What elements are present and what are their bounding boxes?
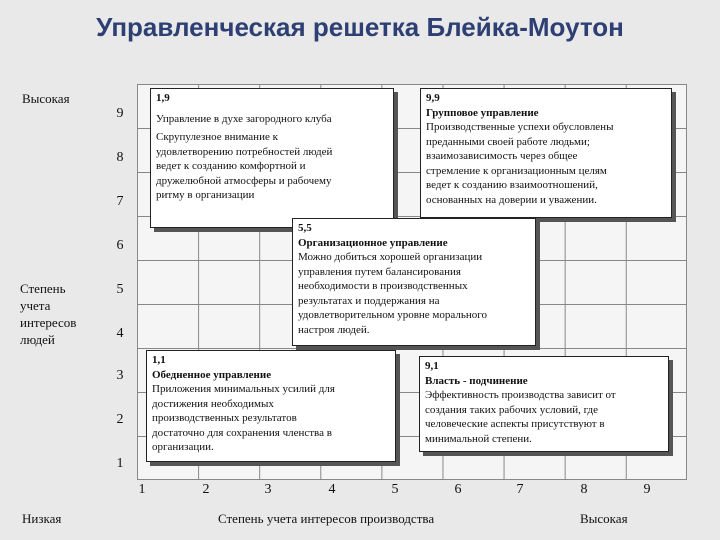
style-description-line: удовлетворению потребностей людей [156, 145, 333, 158]
style-code: 9,9 [426, 92, 440, 104]
style-name: Власть - подчинение [425, 374, 528, 387]
style-code: 1,1 [152, 354, 166, 366]
style-description-line: достаточно для сохранения членства в [152, 426, 332, 439]
style-box-1-9 [150, 88, 394, 228]
style-name: Групповое управление [426, 106, 539, 119]
style-description-line: Приложения минимальных усилий для [152, 383, 335, 395]
style-description-line: результатах и поддержания на [298, 294, 440, 307]
y-tick-5: 5 [116, 282, 124, 297]
style-description-line: ведет к созданию комфортной и [156, 160, 306, 172]
y-axis-title-line: учета [20, 298, 51, 313]
style-description-line: создания таких рабочих условий, где [425, 403, 599, 416]
style-description-line: стремление к организационным целям [426, 164, 607, 177]
style-name: Управление в духе загородного клуба [156, 112, 332, 125]
y-tick-7: 7 [116, 194, 124, 209]
page-title: Управленческая решетка Блейка-Моутон [96, 12, 624, 42]
style-description-line: удовлетворительном уровне морального [298, 309, 488, 321]
style-description-line: Эффективность производства зависит от [425, 389, 616, 401]
style-box-5-5 [292, 218, 536, 346]
y-tick-1: 1 [116, 456, 124, 471]
x-axis-title: Степень учета интересов производства [218, 511, 435, 526]
x-axis-low-label: Низкая [22, 511, 62, 526]
style-name: Организационное управление [298, 236, 448, 249]
style-description-line: достижения необходимых [152, 397, 274, 410]
style-description-line: основанных на доверии и уважении. [426, 193, 597, 206]
style-description-line: необходимости в производственных [298, 280, 468, 292]
x-tick-8: 8 [580, 482, 588, 497]
style-description-line: ритму в организации [156, 189, 255, 201]
x-tick-4: 4 [328, 482, 336, 497]
x-tick-1: 1 [138, 482, 146, 497]
style-description-line: ведет к созданию взаимоотношений, [426, 179, 598, 191]
x-tick-2: 2 [202, 482, 210, 497]
style-code: 9,1 [425, 360, 439, 372]
x-tick-9: 9 [643, 482, 651, 497]
y-tick-2: 2 [116, 412, 124, 427]
style-description-line: управления путем балансирования [298, 265, 461, 278]
x-tick-5: 5 [391, 482, 399, 497]
y-axis-high-label: Высокая [22, 91, 70, 106]
y-tick-8: 8 [116, 150, 124, 165]
style-description-line: настроя людей. [298, 323, 370, 336]
x-tick-6: 6 [454, 482, 462, 497]
style-box-9-1 [419, 356, 669, 452]
style-description-line: Скрупулезное внимание к [156, 131, 278, 143]
style-description-line: человеческие аспекты присутствуют в [425, 418, 605, 430]
style-description-line: преданными своей работе людьми; [426, 135, 590, 148]
style-description-line: организации. [152, 441, 214, 453]
style-description-line: минимальной степени. [425, 432, 532, 445]
y-tick-6: 6 [116, 238, 124, 253]
style-box-1-1 [146, 350, 396, 462]
style-box-9-9 [420, 88, 672, 218]
y-axis-title-line: интересов [20, 315, 77, 330]
style-description-line: Можно добиться хорошей организации [298, 251, 483, 263]
style-description-line: Производственные успехи обусловлены [426, 121, 614, 133]
y-tick-9: 9 [116, 106, 124, 121]
x-tick-7: 7 [516, 482, 524, 497]
y-axis-title-line: людей [20, 332, 55, 347]
style-code: 1,9 [156, 92, 170, 104]
y-tick-3: 3 [116, 368, 124, 383]
x-axis-high-label: Высокая [580, 511, 628, 526]
y-axis-title [20, 280, 76, 348]
style-description-line: взаимозависимость через общее [426, 150, 578, 162]
style-description-line: производственных результатов [152, 412, 297, 424]
style-name: Обедненное управление [152, 368, 272, 381]
y-tick-4: 4 [116, 326, 124, 341]
style-description-line: дружелюбной атмосферы и рабочему [156, 174, 332, 187]
x-tick-3: 3 [264, 482, 272, 497]
style-code: 5,5 [298, 222, 312, 234]
y-axis-title-line: Степень [20, 281, 66, 296]
